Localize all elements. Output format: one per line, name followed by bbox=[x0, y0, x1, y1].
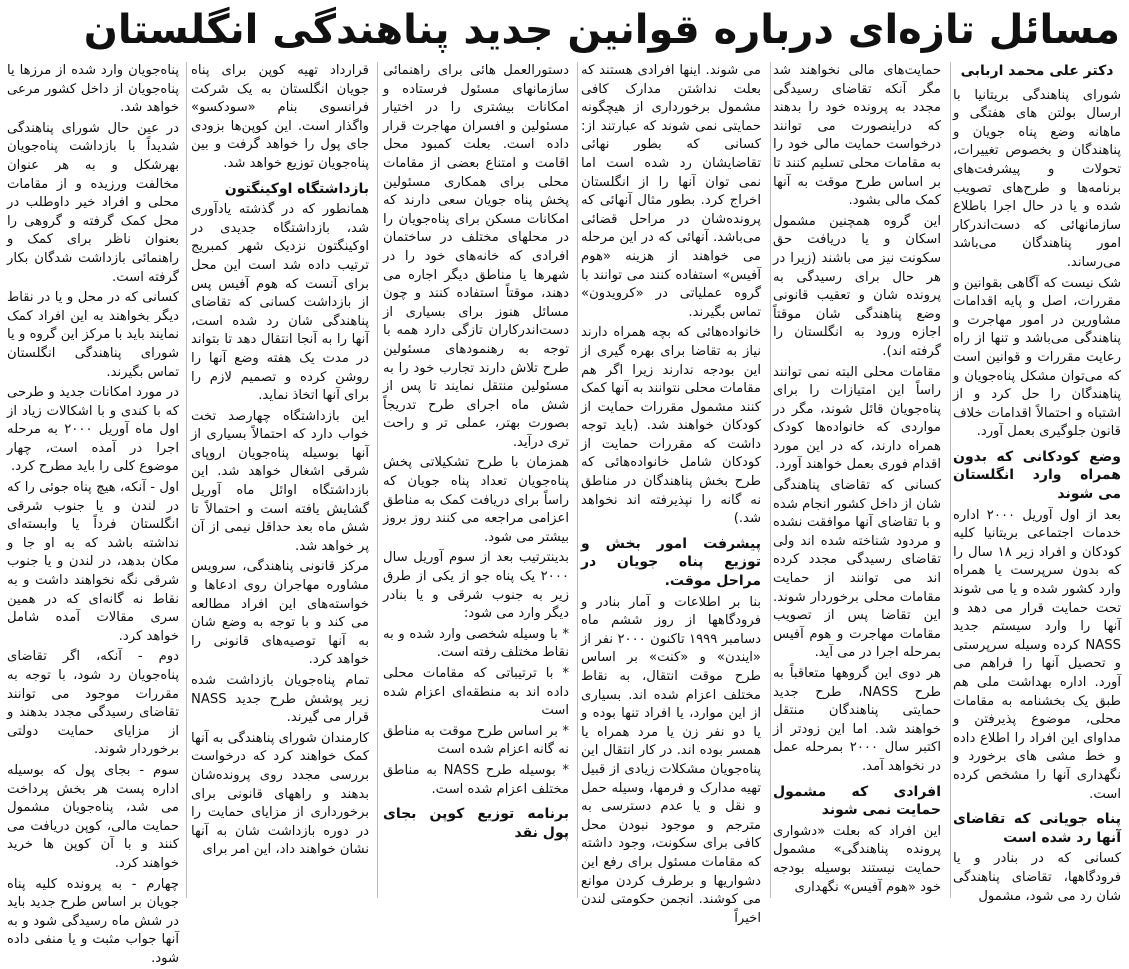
body-paragraph: چهارم - به پرونده کلیه پناه جویان بر اساس طرح جدید باید در شش ماه رسیدگی شود و به آنها جواب مثبت و یا منفی داده شود. bbox=[7, 876, 179, 966]
column-6 bbox=[7, 62, 179, 966]
body-paragraph: این گروه همچنین مشمول اسکان و یا دریافت حق سکونت نیز می باشند (زیرا در هر حال برای رسیدگی به پرونده شان و تعقیب قانونی وضع پناهندگی شان موقتاً اجازه ورود به انگلستان را گرفته اند). bbox=[773, 213, 941, 359]
body-paragraph: همزمان با طرح تشکیلاتی پخش پناه‌جویان تعداد پناه جویان که راساً برای دریافت کمک به مناطق اعزامی مراجعه می کنند روز بروز بیشتر می شود. bbox=[383, 455, 569, 545]
column-3 bbox=[581, 62, 762, 926]
column-5 bbox=[191, 62, 369, 898]
column-divider bbox=[770, 62, 771, 898]
body-paragraph: پناه‌جویان وارد شده از مرزها یا پناه‌جویان از داخل کشور مرعی خواهد شد. bbox=[7, 63, 179, 116]
body-paragraph: مقامات محلی البته نمی توانند راساً این امتیازات را برای پناه‌جویان قائل شوند، مگر در مواردی که خانواده‌ها کودک همراه دارند، که در این مورد اقدام فوری بعمل خواهند آورد. bbox=[773, 364, 941, 473]
body-paragraph: دوم - آنکه، اگر تقاضای پناه‌جویان رد شود، با توجه به مقررات موجود می توانند تقاضای رسیدگی مجدد بدهند و از مزایای حمایت دولتی برخوردار شوند. bbox=[7, 649, 179, 758]
body-paragraph: * بوسیله طرح NASS به مناطق مختلف اعزام شده است. bbox=[383, 762, 569, 797]
body-paragraph: کارمندان شورای پناهندگی به آنها کمک خواهند کرد که درخواست بررسی مجدد روی پرونده‌شان بدهند و راههای قانونی برای برخورداری از مزایای حمایت را در دوره بازداشت شان به آنها نشان خواهند داد، این امر برای bbox=[191, 730, 369, 858]
body-paragraph: کسانی که تقاضای پناهندگی شان از داخل کشور انجام شده و با تقاضای آنها موافقت نشده و مردود شناخته شده اند ولی تقاضای رسیدگی مجدد کرده اند می توانند از حمایت مقامات محلی برخوردار شوند. این تقاضا پس از تصویب مقامات مهاجرت و هوم آفیس بمرحله اجرا در می آید. bbox=[773, 478, 941, 661]
column-2 bbox=[773, 62, 941, 898]
column-1 bbox=[953, 62, 1121, 904]
body-paragraph: شک نیست که آگاهی بقوانین و مقررات، اصل و پایه اقدامات مشاورین در امور مهاجرت و پناهندگی می‌باشد و تنها از راه رعایت مقررات و قوانین است که می‌توان مشکل پناه‌جویان و پناهندگان را حل کرد و از اشتباه و احتمالاً اقدامات خلاف قانون جلوگیری بعمل آورد. bbox=[953, 275, 1121, 440]
body-paragraph: بنا بر اطلاعات و آمار بنادر و فرودگاهها از روز ششم ماه دسامبر ۱۹۹۹ تاکنون ۲۰۰۰ نفر از «ایندن» و «کنت» بر اساس طرح موقت انتقال، به نقاط مختلف اعزام شده اند. بسیاری از این موارد، یا افراد تنها بوده و یا دو نفر زن یا مرد همراه یا همسر بوده اند. در کار انتقال این پناه‌جویان مشکلات زیادی از قبیل تهیه مدارک و فرمها، وسیله حمل و نقل و یا عدم دسترسی به مترجم و موجود نبودن محل کافی برای سکونت، وجود داشته که مقامات مسئول برای رفع این دشواریها و برطرف کردن موانع می کوشند. انجمن حکومتی لندن اخیراً bbox=[581, 594, 762, 926]
body-paragraph: حمایت‌های مالی نخواهند شد مگر آنکه تقاضای رسیدگی مجدد به پرونده خود را بدهند که دراینصورت می توانند درخواست حمایت مالی خود را به مقامات محلی تسلیم کنند تا بر اساس طرح موقت به آنها کمک مالی بشود. bbox=[773, 63, 941, 209]
section-subheading: برنامه توزیع کوپن بجای پول نقد bbox=[383, 806, 569, 841]
column-4 bbox=[383, 62, 569, 898]
body-paragraph: در عین حال شورای پناهندگی شدیداً با بازداشت پناه‌جویان بهرشکل و به هر عنوان مخالفت ورزیده و از مقامات محلی و افراد خیر داوطلب در محل کمک گرفته و گروهی را بعنوان ناظر برای کمک و راهنمائی بازداشت شدگان بکار گرفته است. bbox=[7, 120, 179, 285]
section-subheading: افرادی که مشمول حمایت نمی شوند bbox=[773, 783, 941, 819]
body-paragraph: * بر اساس طرح موقت به مناطق نه گانه اعزام شده است bbox=[383, 723, 569, 758]
body-paragraph: مرکز قانونی پناهندگی، سرویس مشاوره مهاجران روی ادعاها و خواسته‌های این افراد مطالعه می کند و با توجه به وضع شان به آنها توصیه‌های قانونی را خواهد کرد. bbox=[191, 559, 369, 668]
column-divider bbox=[186, 62, 187, 898]
article-headline: مسائل تازه‌ای درباره قوانین جدید پناهندگی انگلستان bbox=[83, 7, 1120, 53]
body-paragraph: بعد از اول آوریل ۲۰۰۰ اداره خدمات اجتماعی بریتانیا کلیه کودکان و افراد زیر ۱۸ سال را که بدون سرپرست یا همراه وارد کشور شده و یا می شوند تحت حمایت قرار می دهد و آنها را وارد سیستم جدید NASS کرده وسیله سرپرستی و تحصیل آنها را فراهم می آورد. اداره بهداشت ملی هم طبق یک بخشنامه به مقامات محلی، موضوع پذیرفتن و مداوای این افراد را اطلاع داده و خط مشی های برخورد و نگهداری آنها را مشخص کرده است. bbox=[953, 507, 1121, 802]
body-paragraph: دستورالعمل هائی برای راهنمائی سازمانهای مسئول فرستاده و امکانات بیشتری را در اختیار مسئولین و افسران مهاجرت قرار داده است. بعلت کمبود محل اقامت و امتناع بعضی از مقامات محلی برای همکاری مسئولین پخش پناه جویان سعی دارند که امکانات مسکن برای پناه‌جویان را در محلهای مختلف در ساختمان افرادی که خانه‌های خود را در شهرها یا مناطق دیگر اجاره می دهند، موقتاً استفاده کنند و چون مسائل هنوز برای بسیاری از دست‌اندرکاران تازگی دارد همه با توجه به رهنمودهای مسئولین طرح تلاش دارند تجارب خود را به مسئولین منتقل نمایند تا پس از شش ماه اجرای طرح تدریجاً بصورت بهتر، عملی تر و راحت تری درآید. bbox=[383, 63, 569, 450]
body-paragraph: هر دوی این گروهها متعاقباً به طرح NASS، طرح جدید حمایتی پناهندگان منتقل خواهند شد. اما این زودتر از اکتبر سال ۲۰۰۰ بمرحله عمل در نخواهد آمد. bbox=[773, 666, 941, 774]
body-paragraph: خانواده‌هائی که بچه همراه دارند نیاز به تقاضا برای بهره گیری از این بودجه ندارند زیرا اگر هم مقامات محلی نتوانند به آنها کمک کنند مشمول مقررات حمایت از کودکان خواهند شد. (باید توجه داشت که مقررات حمایت از کودکان شامل خانواده‌هائی که طرح بخش پناهندگان در مناطق نه گانه را نپذیرفته اند نخواهد شد.) bbox=[581, 325, 761, 527]
body-paragraph: کسانی که در محل و یا در نقاط دیگر بخواهند به این افراد کمک نمایند باید با مرکز این گروه و یا شورای پناهندگی انگلستان تماس بگیرند. bbox=[7, 290, 179, 380]
body-paragraph: می شوند. اینها افرادی هستند که بعلت نداشتن مدارک کافی مشمول برخورداری از هیچگونه حمایتی نمی شوند که عبارتند از: کسانی که بطور نهائی تقاضایشان رد شده است اما نمی توان آنها را از انگلستان اخراج کرد. بطور مثال آنهائی که پرونده‌شان در مراحل قضائی می‌باشد. آنهائی که در این مرحله می خواهند از هزینه «هوم آفیس» استفاده کنند می توانند با گروه عملیاتی در «کرویدون» تماس بگیرند. bbox=[581, 63, 761, 320]
body-paragraph: * با ترتیباتی که مقامات محلی داده اند به منطقه‌ای اعزام شده است bbox=[383, 666, 569, 719]
body-paragraph: قرارداد تهیه کوپن برای پناه جویان انگلستان به یک شرکت فرانسوی بنام «سودکسو» واگذار است. این کوپن‌ها بزودی جای پول را خواهد گرفت و بین پناه‌جویان توزیع خواهد شد. bbox=[191, 63, 369, 171]
body-paragraph: * با وسیله شخصی وارد شده و به نقاط مختلف رفته است. bbox=[383, 626, 569, 661]
body-paragraph: اول - آنکه، هیچ پناه جوئی را که در لندن و یا جنوب شرقی انگلستان فرداً یا وابسته‌ای نداشته باشد که به او جا و مکان بدهد، در لندن و یا جنوب شرقی نگه نخواهند داشت و به نقاط نه گانه‌ای که در همین سری مقالات آمده شامل خواهد کرد. bbox=[7, 480, 179, 644]
body-paragraph: همانطور که در گذشته یادآوری شد، بازداشتگاه جدیدی در اوکینگتون نزدیک شهر کمبریج ترتیب داده شد است این محل برای آنست که هوم آفیس پس از بازداشت کسانی که تقاضای پناهندگی شان رد شده است، آنها را به آنجا انتقال دهد تا بتواند در مدت یک هفته وضع آنها را روشن کرده و تصمیم لازم را برای آنها اتخاذ نماید. bbox=[191, 202, 369, 404]
column-divider bbox=[577, 62, 578, 898]
section-subheading: پیشرفت امور بخش و توزیع پناه جویان در مراحل موقت. bbox=[581, 535, 761, 590]
body-paragraph: کسانی که در بنادر و یا فرودگاهها، تقاضای پناهندگی شان رد می شود، مشمول bbox=[953, 851, 1121, 904]
body-paragraph: شورای پناهندگی بریتانیا با ارسال بولتن های هفتگی و ماهانه وضع پناه جویان و پناهندگان و بخصوص تغییرات، تحولات و پیشرفت‌های برنامه‌ها و طرح‌های تصویب شده و یا در حال اجرا باطلاع سازمانهائی که دست‌اندرکار امور پناهندگان می‌باشد می‌رساند. bbox=[953, 87, 1121, 270]
body-paragraph: این افراد که بعلت «دشواری پرونده پناهندگی» مشمول حمایت نیستند بوسیله بودجه خود «هوم آفیس» نگهداری bbox=[773, 823, 941, 895]
column-divider bbox=[950, 62, 951, 898]
body-paragraph: تمام پناه‌جویان بازداشت شده زیر پوشش طرح جدید NASS قرار می گیرند. bbox=[191, 673, 369, 726]
body-paragraph: در مورد امکانات جدید و طرحی که با کندی و با اشکالات زیاد از اول ماه آوریل ۲۰۰۰ به مرحله اجرا در آمده است، چهار موضوع کلی را باید مطرح کرد. bbox=[7, 385, 179, 475]
body-paragraph: این بازداشتگاه چهارصد تخت خواب دارد که احتمالاً بسیاری از آنها بوسیله پناه‌جویان اروپای شرقی اشغال خواهد شد. این بازداشتگاه اوائل ماه آوریل گشایش یافته است و احتمالاً تا شش ماه بعد حداقل نیمی از آن پر خواهد شد. bbox=[191, 408, 369, 554]
body-paragraph: سوم - بجای پول که بوسیله اداره پست هر بخش پرداخت می شد، پناه‌جویان مشمول حمایت مالی، کوپن دریافت می کنند و با آن کوپن ها خرید خواهند کرد. bbox=[7, 762, 179, 871]
section-subheading: وضع کودکانی که بدون همراه وارد انگلستان می شوند bbox=[953, 448, 1121, 503]
author-byline: دکتر علی محمد اربابی bbox=[960, 63, 1114, 79]
column-divider bbox=[377, 62, 378, 898]
section-subheading: پناه جویانی که تقاضای آنها رد شده است bbox=[953, 811, 1121, 846]
section-subheading: بازداشتگاه اوکینگتون bbox=[224, 180, 369, 197]
body-paragraph: بدینترتیب بعد از سوم آوریل سال ۲۰۰۰ یک پناه جو از یکی از طرق زیر به جنوب شرقی و یا بنادر دیگر وارد می شود: bbox=[383, 550, 569, 622]
